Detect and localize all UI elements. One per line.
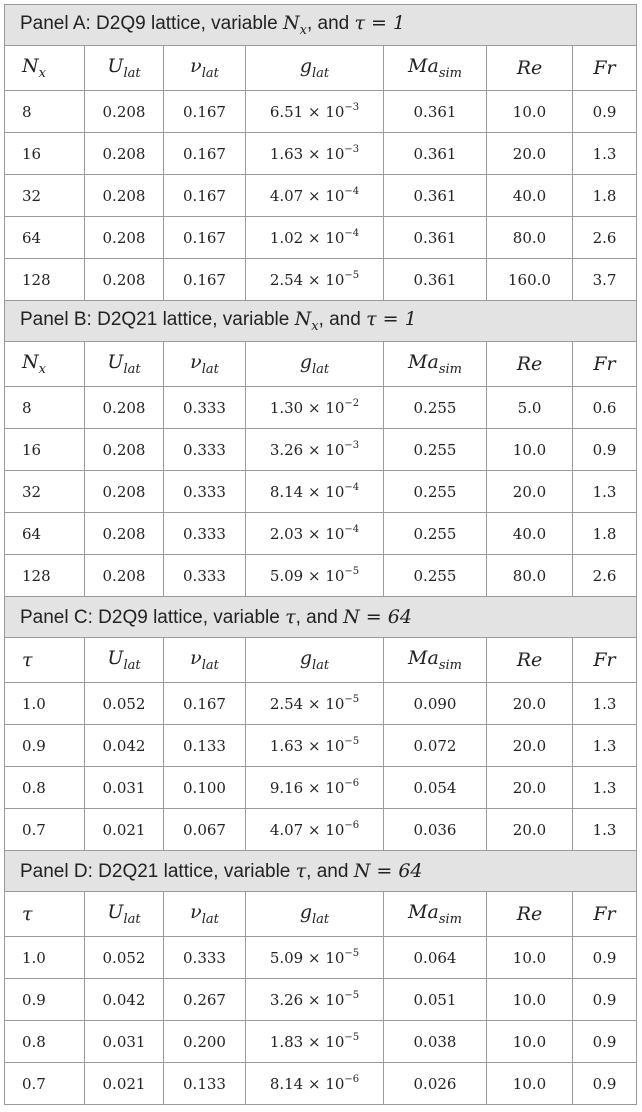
column-header-main: ν (190, 351, 202, 373)
column-header (85, 892, 164, 937)
g-lat-mantissa: 1.63 × 10 (269, 737, 345, 755)
cell-nu-lat: 0.333 (164, 513, 246, 555)
cell-g-lat (246, 555, 384, 597)
cell-re: 40.0 (487, 513, 573, 555)
cell-u-lat: 0.208 (85, 429, 164, 471)
g-lat-exponent: −2 (344, 398, 360, 409)
column-header (164, 638, 246, 683)
column-header-sub: lat (123, 66, 141, 81)
panel-title-variable: τ (285, 605, 296, 628)
panel-title-row (5, 301, 637, 342)
cell-u-lat: 0.021 (85, 1063, 164, 1105)
cell-parameter: 32 (5, 175, 85, 217)
column-header-row (5, 342, 637, 387)
table-row (5, 133, 637, 175)
g-lat-exponent: −5 (344, 990, 360, 1001)
table-row (5, 217, 637, 259)
cell-g-lat (246, 133, 384, 175)
column-header (164, 892, 246, 937)
panel-title-row (5, 5, 637, 46)
cell-parameter: 64 (5, 217, 85, 259)
g-lat-exponent: −6 (344, 778, 360, 789)
cell-re: 10.0 (487, 979, 573, 1021)
g-lat-exponent: −5 (344, 948, 360, 959)
cell-parameter: 128 (5, 555, 85, 597)
cell-nu-lat: 0.100 (164, 767, 246, 809)
cell-fr: 2.6 (573, 217, 637, 259)
cell-ma-sim: 0.255 (384, 387, 487, 429)
cell-nu-lat: 0.333 (164, 387, 246, 429)
cell-g-lat (246, 513, 384, 555)
cell-parameter: 0.9 (5, 979, 85, 1021)
cell-re: 10.0 (487, 429, 573, 471)
column-header-main: τ (22, 649, 33, 671)
cell-re: 20.0 (487, 767, 573, 809)
column-header-first (5, 342, 85, 387)
cell-parameter: 128 (5, 259, 85, 301)
table-row (5, 979, 637, 1021)
table-row (5, 725, 637, 767)
column-header-main: Re (516, 649, 543, 671)
g-lat-exponent: −3 (344, 102, 360, 113)
panel-title-tail: , and (306, 860, 354, 882)
cell-ma-sim: 0.036 (384, 809, 487, 851)
cell-parameter: 8 (5, 387, 85, 429)
cell-nu-lat: 0.167 (164, 91, 246, 133)
column-header (573, 892, 637, 937)
cell-fr: 1.3 (573, 471, 637, 513)
column-header (85, 638, 164, 683)
panel-title-text: Panel A: D2Q9 lattice, variable (20, 13, 283, 34)
cell-nu-lat: 0.167 (164, 133, 246, 175)
cell-re: 20.0 (487, 809, 573, 851)
cell-nu-lat: 0.167 (164, 259, 246, 301)
g-lat-exponent: −6 (344, 1074, 360, 1085)
column-header-sub: lat (201, 912, 219, 927)
cell-u-lat: 0.208 (85, 555, 164, 597)
column-header-sub: lat (312, 658, 330, 673)
column-header-main: g (299, 901, 313, 923)
g-lat-exponent: −5 (344, 566, 360, 577)
column-header (384, 892, 487, 937)
cell-u-lat: 0.031 (85, 1021, 164, 1063)
cell-nu-lat: 0.200 (164, 1021, 246, 1063)
cell-parameter: 0.7 (5, 809, 85, 851)
cell-u-lat: 0.208 (85, 91, 164, 133)
table-body (5, 5, 637, 1105)
g-lat-exponent: −5 (344, 270, 360, 281)
cell-nu-lat: 0.267 (164, 979, 246, 1021)
g-lat-exponent: −4 (344, 524, 360, 535)
cell-u-lat: 0.042 (85, 725, 164, 767)
g-lat-mantissa: 3.26 × 10 (269, 441, 345, 459)
cell-re: 20.0 (487, 683, 573, 725)
column-header (487, 46, 573, 91)
cell-nu-lat: 0.333 (164, 937, 246, 979)
g-lat-mantissa: 1.63 × 10 (269, 145, 345, 163)
cell-ma-sim: 0.064 (384, 937, 487, 979)
cell-fr: 3.7 (573, 259, 637, 301)
cell-g-lat (246, 429, 384, 471)
cell-fr: 0.9 (573, 91, 637, 133)
cell-ma-sim: 0.361 (384, 175, 487, 217)
cell-g-lat (246, 767, 384, 809)
cell-parameter: 1.0 (5, 937, 85, 979)
panel-title (5, 5, 637, 46)
g-lat-exponent: −4 (344, 186, 360, 197)
column-header-main: Ma (408, 647, 439, 669)
column-header-main: Ma (408, 55, 439, 77)
table-row (5, 387, 637, 429)
cell-nu-lat: 0.333 (164, 429, 246, 471)
column-header (164, 342, 246, 387)
table-row (5, 767, 637, 809)
cell-fr: 1.3 (573, 725, 637, 767)
cell-ma-sim: 0.026 (384, 1063, 487, 1105)
column-header (487, 892, 573, 937)
column-header (246, 638, 384, 683)
column-header-sub: lat (312, 912, 330, 927)
table-row (5, 937, 637, 979)
cell-nu-lat: 0.167 (164, 175, 246, 217)
panel-title (5, 301, 637, 342)
panel-title-tail: , and (318, 309, 367, 330)
table-row (5, 259, 637, 301)
column-header-sub: lat (201, 66, 219, 81)
column-header-sub: lat (201, 362, 219, 377)
cell-nu-lat: 0.167 (164, 217, 246, 259)
g-lat-mantissa: 4.07 × 10 (269, 821, 345, 839)
panel-title-condition: N = 64 (353, 859, 423, 882)
column-header-main: Re (516, 57, 543, 79)
cell-fr: 2.6 (573, 555, 637, 597)
g-lat-mantissa: 8.14 × 10 (269, 1075, 345, 1093)
column-header-sub: lat (312, 362, 330, 377)
cell-re: 80.0 (487, 555, 573, 597)
column-header-row (5, 46, 637, 91)
column-header (487, 342, 573, 387)
column-header-main: g (299, 351, 313, 373)
column-header-sub: x (38, 66, 46, 81)
cell-g-lat (246, 937, 384, 979)
cell-nu-lat: 0.167 (164, 683, 246, 725)
g-lat-mantissa: 9.16 × 10 (269, 779, 345, 797)
column-header-main: Re (516, 903, 543, 925)
cell-nu-lat: 0.067 (164, 809, 246, 851)
g-lat-mantissa: 2.54 × 10 (269, 271, 345, 289)
cell-u-lat: 0.208 (85, 259, 164, 301)
cell-parameter: 1.0 (5, 683, 85, 725)
cell-ma-sim: 0.255 (384, 513, 487, 555)
cell-ma-sim: 0.255 (384, 555, 487, 597)
cell-u-lat: 0.208 (85, 175, 164, 217)
cell-re: 10.0 (487, 937, 573, 979)
column-header (573, 342, 637, 387)
column-header-main: U (107, 647, 124, 669)
column-header (384, 342, 487, 387)
cell-u-lat: 0.208 (85, 387, 164, 429)
cell-nu-lat: 0.133 (164, 1063, 246, 1105)
panel-title-condition: τ = 1 (354, 12, 406, 34)
results-table-container (4, 4, 636, 1105)
cell-parameter: 16 (5, 133, 85, 175)
column-header (85, 342, 164, 387)
table-row (5, 809, 637, 851)
cell-fr: 1.8 (573, 513, 637, 555)
panel-title-variable-sub: x (311, 319, 319, 334)
column-header-main: N (22, 351, 39, 373)
column-header-main: Fr (593, 57, 616, 79)
g-lat-exponent: −6 (344, 820, 360, 831)
column-header-sub: sim (438, 66, 462, 81)
cell-fr: 0.9 (573, 937, 637, 979)
cell-g-lat (246, 387, 384, 429)
cell-fr: 1.3 (573, 133, 637, 175)
panel-title-row (5, 597, 637, 638)
column-header-sub: sim (438, 912, 462, 927)
column-header (164, 46, 246, 91)
column-header-sub: sim (438, 658, 462, 673)
g-lat-mantissa: 4.07 × 10 (269, 187, 345, 205)
panel-title-variable: τ (295, 859, 307, 882)
column-header (384, 638, 487, 683)
panel-title-variable: N (294, 308, 312, 330)
cell-ma-sim: 0.255 (384, 429, 487, 471)
column-header-main: ν (190, 55, 202, 77)
column-header-main: ν (190, 901, 202, 923)
column-header (573, 46, 637, 91)
panel-title (5, 851, 637, 892)
column-header-main: U (107, 351, 124, 373)
g-lat-exponent: −4 (344, 228, 360, 239)
cell-ma-sim: 0.051 (384, 979, 487, 1021)
column-header (573, 638, 637, 683)
cell-g-lat (246, 1021, 384, 1063)
cell-parameter: 0.8 (5, 1021, 85, 1063)
column-header-main: U (107, 901, 124, 923)
panel-title-tail: , and (295, 606, 344, 628)
column-header-main: Ma (408, 901, 439, 923)
column-header (487, 638, 573, 683)
g-lat-mantissa: 3.26 × 10 (269, 991, 345, 1009)
column-header-main: g (299, 647, 313, 669)
g-lat-mantissa: 1.02 × 10 (269, 229, 345, 247)
cell-g-lat (246, 725, 384, 767)
column-header-sub: lat (123, 912, 141, 927)
cell-re: 20.0 (487, 725, 573, 767)
cell-nu-lat: 0.133 (164, 725, 246, 767)
panel-title-variable: N (282, 12, 300, 34)
panel-title-variable-sub: x (299, 23, 307, 38)
g-lat-mantissa: 2.03 × 10 (269, 525, 345, 543)
column-header-main: Fr (593, 903, 616, 925)
cell-ma-sim: 0.090 (384, 683, 487, 725)
g-lat-mantissa: 1.83 × 10 (269, 1033, 345, 1051)
column-header (384, 46, 487, 91)
cell-u-lat: 0.021 (85, 809, 164, 851)
cell-u-lat: 0.042 (85, 979, 164, 1021)
cell-g-lat (246, 471, 384, 513)
g-lat-mantissa: 1.30 × 10 (269, 399, 345, 417)
column-header-sub: lat (312, 66, 330, 81)
column-header-main: Ma (408, 351, 439, 373)
column-header (85, 46, 164, 91)
table-row (5, 683, 637, 725)
g-lat-exponent: −3 (344, 144, 360, 155)
simulation-parameters-table (4, 4, 637, 1105)
column-header-main: Fr (593, 353, 616, 375)
cell-u-lat: 0.208 (85, 471, 164, 513)
cell-g-lat (246, 683, 384, 725)
column-header (246, 892, 384, 937)
g-lat-mantissa: 5.09 × 10 (269, 949, 345, 967)
column-header-main: g (299, 55, 313, 77)
cell-ma-sim: 0.361 (384, 259, 487, 301)
column-header (246, 46, 384, 91)
column-header-main: ν (190, 647, 202, 669)
column-header-sub: lat (123, 658, 141, 673)
cell-re: 80.0 (487, 217, 573, 259)
cell-ma-sim: 0.361 (384, 91, 487, 133)
cell-u-lat: 0.052 (85, 937, 164, 979)
cell-re: 10.0 (487, 1021, 573, 1063)
table-row (5, 471, 637, 513)
cell-g-lat (246, 175, 384, 217)
cell-fr: 1.3 (573, 809, 637, 851)
panel-title-tail: , and (306, 13, 355, 34)
panel-title-text: Panel B: D2Q21 lattice, variable (20, 309, 295, 330)
g-lat-exponent: −4 (344, 482, 360, 493)
cell-u-lat: 0.052 (85, 683, 164, 725)
cell-g-lat (246, 1063, 384, 1105)
column-header-sub: lat (123, 362, 141, 377)
cell-re: 40.0 (487, 175, 573, 217)
column-header-row (5, 638, 637, 683)
g-lat-exponent: −5 (344, 1032, 360, 1043)
table-row (5, 429, 637, 471)
cell-fr: 0.9 (573, 429, 637, 471)
panel-title-condition: N = 64 (343, 605, 412, 628)
cell-parameter: 64 (5, 513, 85, 555)
g-lat-exponent: −3 (344, 440, 360, 451)
cell-parameter: 8 (5, 91, 85, 133)
cell-g-lat (246, 217, 384, 259)
column-header-main: Fr (593, 649, 616, 671)
cell-re: 20.0 (487, 133, 573, 175)
g-lat-mantissa: 6.51 × 10 (269, 103, 345, 121)
cell-nu-lat: 0.333 (164, 555, 246, 597)
cell-fr: 0.9 (573, 979, 637, 1021)
cell-parameter: 0.9 (5, 725, 85, 767)
cell-parameter: 16 (5, 429, 85, 471)
cell-g-lat (246, 979, 384, 1021)
panel-title (5, 597, 637, 638)
column-header-sub: lat (201, 658, 219, 673)
column-header-first (5, 46, 85, 91)
cell-fr: 1.8 (573, 175, 637, 217)
cell-re: 5.0 (487, 387, 573, 429)
panel-title-text: Panel C: D2Q9 lattice, variable (20, 606, 286, 628)
panel-title-row (5, 851, 637, 892)
g-lat-exponent: −5 (344, 736, 360, 747)
column-header-main: Re (516, 353, 543, 375)
g-lat-mantissa: 8.14 × 10 (269, 483, 345, 501)
cell-ma-sim: 0.361 (384, 217, 487, 259)
table-row (5, 175, 637, 217)
cell-g-lat (246, 809, 384, 851)
cell-fr: 0.9 (573, 1063, 637, 1105)
column-header (246, 342, 384, 387)
column-header-row (5, 892, 637, 937)
column-header-first (5, 892, 85, 937)
table-row (5, 91, 637, 133)
g-lat-mantissa: 5.09 × 10 (269, 567, 345, 585)
column-header-sub: sim (438, 362, 462, 377)
cell-re: 10.0 (487, 1063, 573, 1105)
cell-ma-sim: 0.054 (384, 767, 487, 809)
cell-re: 10.0 (487, 91, 573, 133)
cell-fr: 1.3 (573, 683, 637, 725)
cell-u-lat: 0.031 (85, 767, 164, 809)
cell-parameter: 32 (5, 471, 85, 513)
cell-g-lat (246, 91, 384, 133)
column-header-first (5, 638, 85, 683)
g-lat-exponent: −5 (344, 694, 360, 705)
cell-fr: 0.6 (573, 387, 637, 429)
cell-ma-sim: 0.038 (384, 1021, 487, 1063)
cell-g-lat (246, 259, 384, 301)
cell-ma-sim: 0.072 (384, 725, 487, 767)
cell-u-lat: 0.208 (85, 513, 164, 555)
table-row (5, 555, 637, 597)
g-lat-mantissa: 2.54 × 10 (269, 695, 345, 713)
cell-ma-sim: 0.255 (384, 471, 487, 513)
cell-nu-lat: 0.333 (164, 471, 246, 513)
column-header-main: τ (22, 903, 33, 925)
table-row (5, 513, 637, 555)
column-header-main: N (22, 55, 39, 77)
cell-fr: 1.3 (573, 767, 637, 809)
cell-u-lat: 0.208 (85, 133, 164, 175)
cell-u-lat: 0.208 (85, 217, 164, 259)
panel-title-condition: τ = 1 (366, 308, 417, 330)
cell-re: 160.0 (487, 259, 573, 301)
cell-parameter: 0.8 (5, 767, 85, 809)
panel-title-text: Panel D: D2Q21 lattice, variable (20, 860, 296, 882)
cell-ma-sim: 0.361 (384, 133, 487, 175)
table-row (5, 1063, 637, 1105)
column-header-main: U (107, 55, 124, 77)
table-row (5, 1021, 637, 1063)
column-header-sub: x (38, 362, 46, 377)
cell-re: 20.0 (487, 471, 573, 513)
cell-parameter: 0.7 (5, 1063, 85, 1105)
cell-fr: 0.9 (573, 1021, 637, 1063)
